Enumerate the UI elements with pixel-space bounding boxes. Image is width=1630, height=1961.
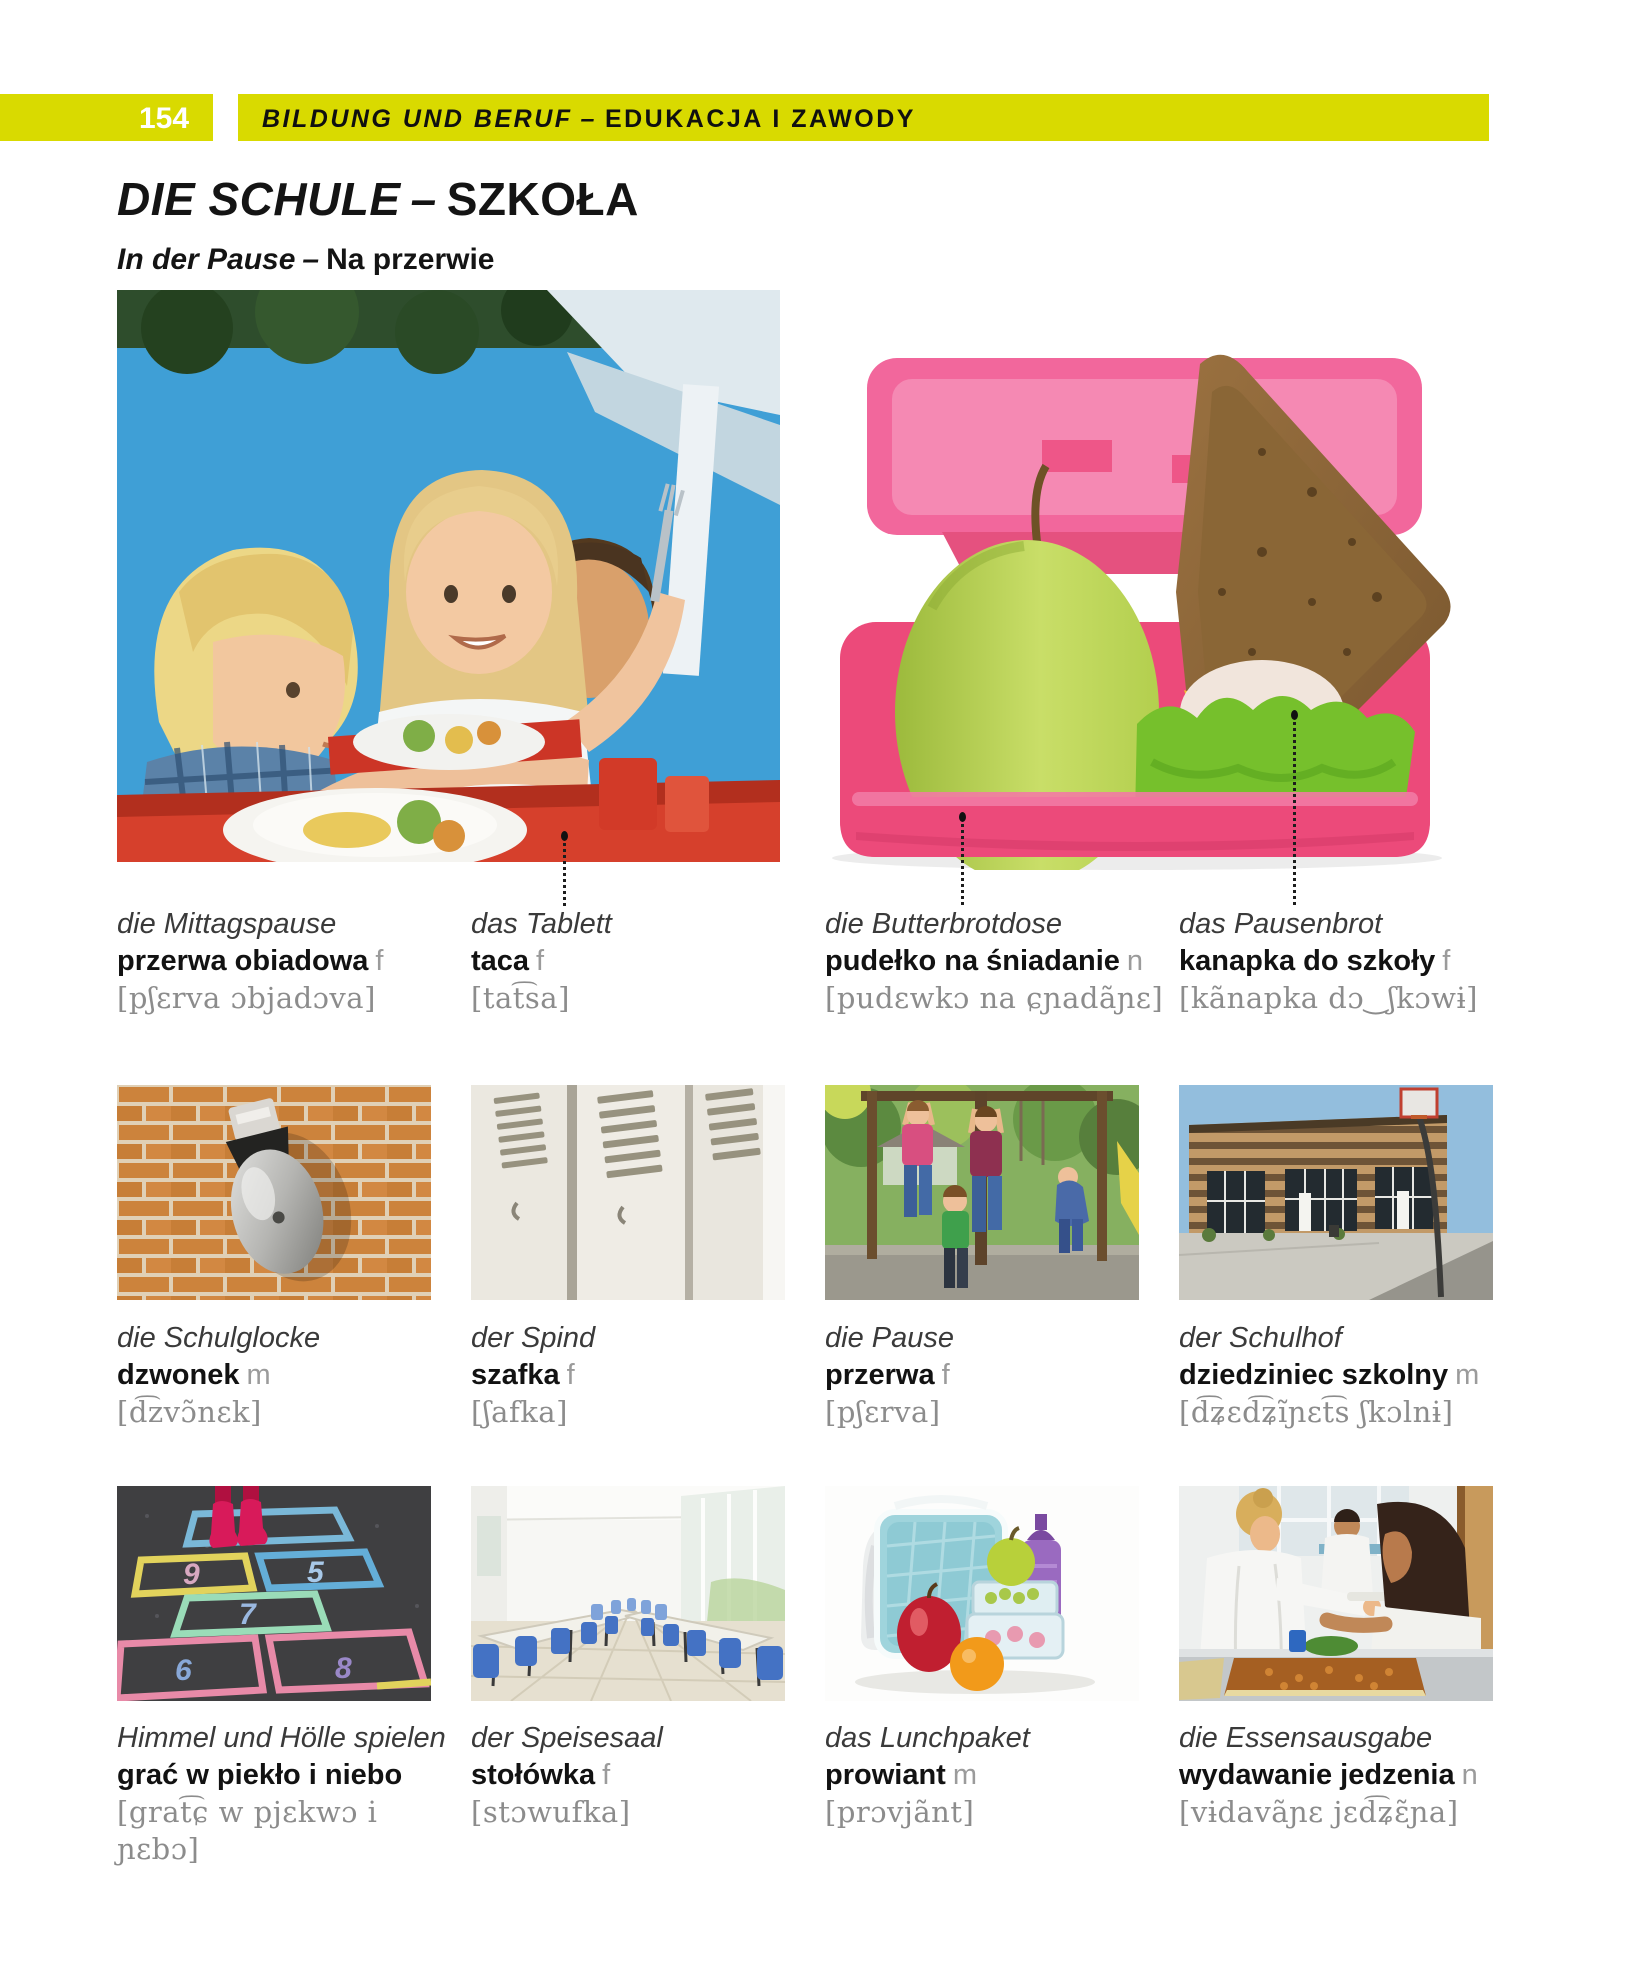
term-german: der Speisesaal <box>471 1722 663 1754</box>
chapter-title-dash: – <box>580 105 597 133</box>
page-number: 154 <box>138 102 190 135</box>
ipa-transcription: [pʃɛrva] <box>825 1395 941 1429</box>
entry-speisesaal <box>471 1720 811 1831</box>
term-german: das Tablett <box>471 908 612 940</box>
term-german: die Mittagspause <box>117 908 337 940</box>
entry-essensausgabe <box>1179 1720 1519 1831</box>
entry-schulhof <box>1179 1320 1519 1431</box>
gender-label: f <box>375 945 384 977</box>
photo-lunchbox <box>792 292 1492 870</box>
lunch-bag-illustration <box>825 1486 1139 1701</box>
leader-dot <box>959 812 966 822</box>
entry-pausenbrot <box>1179 906 1519 1017</box>
term-polish: wydawanie jedzenia <box>1179 1759 1455 1791</box>
term-polish: grać w piekło i niebo <box>117 1759 403 1791</box>
leader-line-lunchbox <box>961 817 964 905</box>
hopscotch-number: 6 <box>175 1654 192 1687</box>
ipa-transcription: [stɔwufka] <box>471 1795 631 1829</box>
gender-label: m <box>246 1359 271 1391</box>
school-bell-illustration <box>117 1085 431 1300</box>
term-polish: dziedziniec szkolny <box>1179 1359 1449 1391</box>
hopscotch-number: 8 <box>335 1652 352 1685</box>
gender-label: f <box>941 1359 950 1391</box>
canteen-illustration <box>471 1486 785 1701</box>
subsection-title-german: In der Pause <box>117 243 296 276</box>
chapter-title-german: BILDUNG UND BERUF <box>262 105 573 133</box>
leader-line-tray <box>563 836 566 906</box>
photo-canteen <box>471 1486 785 1701</box>
term-polish: taca <box>471 945 530 977</box>
entry-mittagspause <box>117 906 457 1017</box>
gender-label: f <box>1442 945 1451 977</box>
photo-food-service <box>1179 1486 1493 1701</box>
lunchbox-illustration <box>792 292 1492 870</box>
term-polish: kanapka do szkoły <box>1179 945 1436 977</box>
food-service-illustration <box>1179 1486 1493 1701</box>
entry-tablett <box>471 906 811 1017</box>
subsection-title-polish: Na przerwie <box>326 243 495 276</box>
schoolyard-illustration <box>1179 1085 1493 1300</box>
ipa-transcription: [d͡ʑɛd͡ʑĩɲɛt͡s ʃkɔlnɨ] <box>1179 1395 1454 1429</box>
section-title <box>117 172 639 226</box>
section-title-german: DIE SCHULE <box>117 173 401 225</box>
term-german: die Pause <box>825 1322 954 1354</box>
photo-playground <box>825 1085 1139 1300</box>
photo-schoolyard <box>1179 1085 1493 1300</box>
photo-lunch-break <box>117 290 780 862</box>
entry-lunchpaket <box>825 1720 1165 1831</box>
term-german: die Schulglocke <box>117 1322 321 1354</box>
term-german: das Lunchpaket <box>825 1722 1030 1754</box>
term-german: der Spind <box>471 1322 596 1354</box>
term-polish: przerwa obiadowa <box>117 945 369 977</box>
hopscotch-illustration <box>117 1486 431 1701</box>
lunch-break-illustration <box>117 290 780 862</box>
playground-illustration <box>825 1085 1139 1300</box>
term-german: Himmel und Hölle spielen <box>117 1722 446 1754</box>
chapter-title <box>262 94 916 141</box>
gender-label <box>402 1759 409 1791</box>
gender-label: m <box>952 1759 978 1791</box>
entry-schulglocke <box>117 1320 457 1431</box>
hopscotch-number: 5 <box>307 1556 324 1589</box>
hopscotch-number: 7 <box>239 1598 256 1631</box>
photo-school-bell <box>117 1085 431 1300</box>
term-polish: pudełko na śniadanie <box>825 945 1120 977</box>
gender-label: n <box>1461 1759 1478 1791</box>
ipa-transcription: [kãnapka dɔ‿ʃkɔwɨ] <box>1179 981 1478 1015</box>
header-bar-gap <box>213 94 238 141</box>
gender-label: m <box>1455 1359 1480 1391</box>
section-title-dash: – <box>410 173 437 225</box>
term-polish: dzwonek <box>117 1359 240 1391</box>
photo-lockers <box>471 1085 785 1300</box>
gender-label: f <box>536 945 545 977</box>
term-polish: prowiant <box>825 1759 946 1791</box>
leader-dot <box>1291 710 1298 720</box>
term-german: die Essensausgabe <box>1179 1722 1433 1754</box>
chapter-title-polish: EDUKACJA I ZAWODY <box>604 105 916 133</box>
section-title-polish: SZKOŁA <box>446 173 639 225</box>
entry-himmel-und-hoelle <box>117 1720 457 1868</box>
ipa-transcription: [grat͡ɕ w pjɛkwɔ i ɲɛbɔ] <box>117 1795 378 1866</box>
term-polish: szafka <box>471 1359 560 1391</box>
gender-label: f <box>566 1359 575 1391</box>
leader-dot <box>561 831 568 841</box>
hopscotch-number: 9 <box>183 1558 200 1591</box>
lockers-illustration <box>471 1085 785 1300</box>
subsection-title <box>117 243 495 277</box>
term-german: der Schulhof <box>1179 1322 1342 1354</box>
term-polish: stołówka <box>471 1759 596 1791</box>
term-polish: przerwa <box>825 1359 935 1391</box>
entry-spind <box>471 1320 811 1431</box>
ipa-transcription: [tat͡sa] <box>471 981 570 1015</box>
photo-hopscotch <box>117 1486 431 1701</box>
term-german: die Butterbrotdose <box>825 908 1062 940</box>
gender-label: n <box>1126 945 1144 977</box>
entry-pause <box>825 1320 1165 1431</box>
subsection-title-dash: – <box>302 243 320 276</box>
ipa-transcription: [ʃafka] <box>471 1395 568 1429</box>
ipa-transcription: [d͡zvɔ̃nɛk] <box>117 1395 262 1429</box>
ipa-transcription: [pudɛwkɔ na ɕɲadãɲɛ] <box>825 981 1164 1015</box>
ipa-transcription: [vɨdavãɲɛ jɛd͡ʑɛ̃ɲa] <box>1179 1795 1459 1829</box>
photo-lunch-bag <box>825 1486 1139 1701</box>
entry-butterbrotdose <box>825 906 1165 1017</box>
ipa-transcription: [prɔvjãnt] <box>825 1795 975 1829</box>
term-german: das Pausenbrot <box>1179 908 1383 940</box>
leader-line-sandwich <box>1293 715 1296 905</box>
ipa-transcription: [pʃɛrva ɔbjadɔva] <box>117 981 376 1015</box>
gender-label: f <box>602 1759 611 1791</box>
